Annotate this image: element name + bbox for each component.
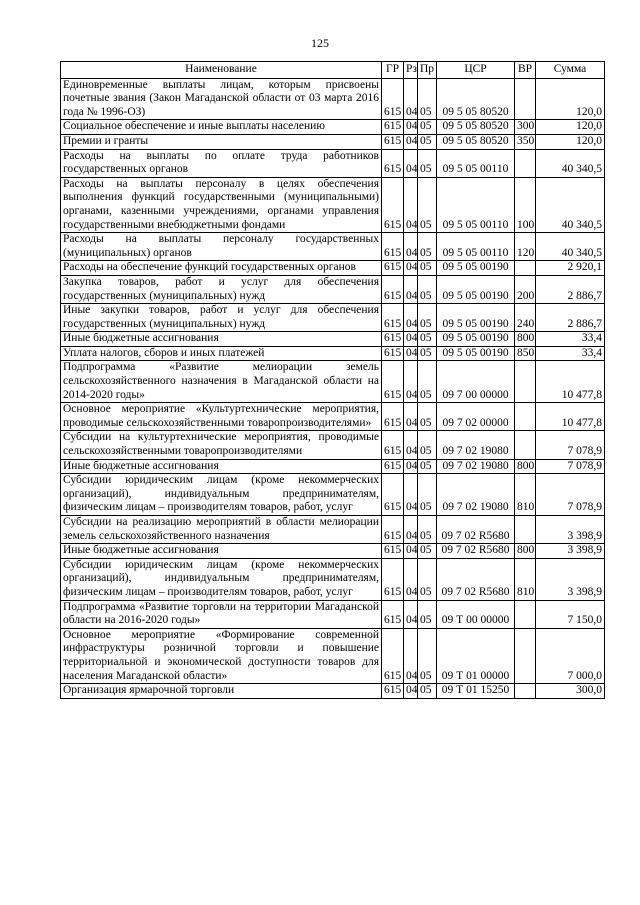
cell-gr: 615 [382,474,404,516]
cell-pr: 05 [418,600,437,628]
header-gr: ГР [382,62,404,79]
cell-vr: 810 [515,558,536,600]
cell-gr: 615 [382,346,404,361]
cell-vr [515,403,536,431]
cell-csr: 09 5 05 00190 [437,304,515,332]
cell-vr [515,431,536,459]
cell-csr: 09 5 05 00190 [437,261,515,276]
cell-sum: 120,0 [536,78,605,120]
cell-rz: 04 [404,346,418,361]
cell-name: Иные бюджетные ассигнования [61,332,382,347]
table-row [61,361,605,403]
cell-rz: 04 [404,459,418,474]
cell-pr: 05 [418,177,437,232]
cell-rz: 04 [404,544,418,559]
cell-rz: 04 [404,361,418,403]
cell-rz: 04 [404,275,418,303]
cell-csr: 09 Т 00 00000 [437,600,515,628]
cell-csr: 09 7 02 19080 [437,459,515,474]
cell-sum: 10 477,8 [536,403,605,431]
cell-sum: 40 340,5 [536,233,605,261]
cell-gr: 615 [382,177,404,232]
budget-table [60,61,605,699]
table-row [61,516,605,544]
cell-name: Субсидии юридическим лицам (кроме некоммерческих организаций), индивидуальным предпринимателям, физическим лицам – производителям товаров, работ, услуг [61,474,382,516]
cell-sum: 40 340,5 [536,177,605,232]
cell-rz: 04 [404,120,418,135]
table-header-row [61,62,605,79]
cell-csr: 09 7 02 R5680 [437,558,515,600]
cell-pr: 05 [418,403,437,431]
cell-vr: 800 [515,459,536,474]
cell-rz: 04 [404,431,418,459]
cell-csr: 09 5 05 80520 [437,78,515,120]
cell-name: Социальное обеспечение и иные выплаты населению [61,120,382,135]
cell-sum: 3 398,9 [536,558,605,600]
cell-sum: 7 000,0 [536,628,605,683]
cell-name: Основное мероприятие «Формирование современной инфраструктуры розничной торговли и повышение территориальной и экономической доступности товаров для населения Магаданской области» [61,628,382,683]
cell-pr: 05 [418,684,437,699]
table-body [61,78,605,698]
cell-vr [515,78,536,120]
cell-gr: 615 [382,558,404,600]
cell-pr: 05 [418,261,437,276]
cell-name: Уплата налогов, сборов и иных платежей [61,346,382,361]
cell-pr: 05 [418,149,437,177]
cell-csr: 09 5 05 80520 [437,120,515,135]
cell-rz: 04 [404,600,418,628]
table-row [61,177,605,232]
cell-pr: 05 [418,120,437,135]
cell-pr: 05 [418,78,437,120]
cell-pr: 05 [418,459,437,474]
cell-rz: 04 [404,332,418,347]
cell-gr: 615 [382,275,404,303]
header-pr: Пр [418,62,437,79]
table-row [61,134,605,149]
table-row [61,346,605,361]
cell-vr: 120 [515,233,536,261]
cell-sum: 10 477,8 [536,361,605,403]
cell-gr: 615 [382,149,404,177]
cell-csr: 09 5 05 00110 [437,177,515,232]
cell-name: Закупка товаров, работ и услуг для обеспечения государственных (муниципальных) нужд [61,275,382,303]
cell-csr: 09 7 02 19080 [437,474,515,516]
cell-vr: 100 [515,177,536,232]
cell-name: Подпрограмма «Развитие мелиорации земель сельскохозяйственного назначения в Магаданской области на 2014-2020 годы» [61,361,382,403]
page-number: 125 [311,36,329,50]
cell-pr: 05 [418,233,437,261]
cell-sum: 120,0 [536,134,605,149]
cell-csr: 09 5 05 80520 [437,134,515,149]
cell-name: Единовременные выплаты лицам, которым присвоены почетные звания (Закон Магаданской области от 03 марта 2016 года № 1996-ОЗ) [61,78,382,120]
table-row [61,332,605,347]
cell-sum: 7 078,9 [536,431,605,459]
table-row [61,431,605,459]
table-row [61,558,605,600]
header-name: Наименование [61,62,382,79]
cell-sum: 120,0 [536,120,605,135]
table-row [61,684,605,699]
table-row [61,120,605,135]
cell-sum: 7 078,9 [536,474,605,516]
cell-gr: 615 [382,600,404,628]
table-row [61,275,605,303]
cell-rz: 04 [404,149,418,177]
cell-name: Субсидии юридическим лицам (кроме некоммерческих организаций), индивидуальным предпринимателям, физическим лицам – производителям товаров, работ, услуг [61,558,382,600]
cell-pr: 05 [418,304,437,332]
cell-csr: 09 Т 01 15250 [437,684,515,699]
cell-rz: 04 [404,403,418,431]
table-row [61,474,605,516]
cell-vr: 850 [515,346,536,361]
cell-sum: 2 886,7 [536,275,605,303]
cell-gr: 615 [382,684,404,699]
cell-name: Иные бюджетные ассигнования [61,544,382,559]
cell-name: Расходы на обеспечение функций государственных органов [61,261,382,276]
cell-rz: 04 [404,134,418,149]
cell-name: Расходы на выплаты персоналу в целях обеспечения выполнения функций государственными (муниципальными) органами, казенными учреждениями, органами управления государственными внебюджетными фондами [61,177,382,232]
table-row [61,78,605,120]
cell-sum: 40 340,5 [536,149,605,177]
cell-gr: 615 [382,332,404,347]
cell-gr: 615 [382,403,404,431]
cell-pr: 05 [418,332,437,347]
cell-gr: 615 [382,261,404,276]
cell-name: Субсидии на реализацию мероприятий в области мелиорации земель сельскохозяйственного назначения [61,516,382,544]
cell-sum: 2 886,7 [536,304,605,332]
cell-gr: 615 [382,304,404,332]
cell-rz: 04 [404,516,418,544]
cell-rz: 04 [404,628,418,683]
header-csr: ЦСР [437,62,515,79]
cell-name: Подпрограмма «Развитие торговли на территории Магаданской области на 2016-2020 годы» [61,600,382,628]
cell-gr: 615 [382,361,404,403]
cell-rz: 04 [404,304,418,332]
cell-pr: 05 [418,628,437,683]
cell-gr: 615 [382,120,404,135]
cell-rz: 04 [404,261,418,276]
cell-pr: 05 [418,544,437,559]
cell-vr [515,516,536,544]
cell-rz: 04 [404,684,418,699]
cell-pr: 05 [418,516,437,544]
cell-sum: 7 078,9 [536,459,605,474]
table-row [61,628,605,683]
table-row [61,261,605,276]
cell-pr: 05 [418,558,437,600]
cell-vr: 810 [515,474,536,516]
cell-sum: 2 920,1 [536,261,605,276]
cell-sum: 7 150,0 [536,600,605,628]
cell-vr [515,684,536,699]
cell-vr: 240 [515,304,536,332]
cell-vr [515,600,536,628]
table-row [61,459,605,474]
cell-csr: 09 7 02 19080 [437,431,515,459]
table-row [61,233,605,261]
cell-rz: 04 [404,177,418,232]
cell-gr: 615 [382,233,404,261]
table-row [61,149,605,177]
cell-sum: 33,4 [536,332,605,347]
cell-gr: 615 [382,516,404,544]
table-row [61,304,605,332]
header-rz: Рз [404,62,418,79]
cell-rz: 04 [404,78,418,120]
cell-name: Субсидии на культуртехнические мероприятия, проводимые сельскохозяйственными товаропроизводителями [61,431,382,459]
cell-name: Расходы на выплаты персоналу государственных (муниципальных) органов [61,233,382,261]
cell-csr: 09 7 02 00000 [437,403,515,431]
cell-gr: 615 [382,78,404,120]
cell-pr: 05 [418,361,437,403]
cell-csr: 09 Т 01 00000 [437,628,515,683]
cell-rz: 04 [404,558,418,600]
cell-csr: 09 7 02 R5680 [437,516,515,544]
table-row [61,600,605,628]
cell-sum: 33,4 [536,346,605,361]
cell-sum: 3 398,9 [536,516,605,544]
cell-csr: 09 5 05 00190 [437,332,515,347]
cell-sum: 300,0 [536,684,605,699]
cell-vr [515,361,536,403]
cell-vr: 350 [515,134,536,149]
table-row [61,544,605,559]
cell-name: Расходы на выплаты по оплате труда работников государственных органов [61,149,382,177]
cell-vr: 800 [515,332,536,347]
cell-name: Иные закупки товаров, работ и услуг для обеспечения государственных (муниципальных) нужд [61,304,382,332]
cell-csr: 09 5 05 00190 [437,275,515,303]
cell-gr: 615 [382,134,404,149]
cell-vr [515,149,536,177]
cell-gr: 615 [382,431,404,459]
header-sum: Сумма [536,62,605,79]
cell-csr: 09 7 02 R5680 [437,544,515,559]
header-vr: ВР [515,62,536,79]
table-row [61,403,605,431]
cell-vr [515,261,536,276]
cell-name: Организация ярмарочной торговли [61,684,382,699]
cell-name: Иные бюджетные ассигнования [61,459,382,474]
cell-vr: 200 [515,275,536,303]
cell-rz: 04 [404,233,418,261]
cell-pr: 05 [418,474,437,516]
cell-gr: 615 [382,459,404,474]
cell-sum: 3 398,9 [536,544,605,559]
cell-pr: 05 [418,134,437,149]
cell-pr: 05 [418,346,437,361]
cell-gr: 615 [382,628,404,683]
cell-csr: 09 5 05 00190 [437,346,515,361]
cell-name: Премии и гранты [61,134,382,149]
cell-pr: 05 [418,275,437,303]
cell-pr: 05 [418,431,437,459]
cell-vr [515,628,536,683]
cell-gr: 615 [382,544,404,559]
cell-vr: 300 [515,120,536,135]
cell-csr: 09 5 05 00110 [437,233,515,261]
cell-name: Основное мероприятие «Культуртехнические мероприятия, проводимые сельскохозяйственными товаропроизводителями» [61,403,382,431]
cell-csr: 09 5 05 00110 [437,149,515,177]
cell-vr: 800 [515,544,536,559]
cell-rz: 04 [404,474,418,516]
cell-csr: 09 7 00 00000 [437,361,515,403]
